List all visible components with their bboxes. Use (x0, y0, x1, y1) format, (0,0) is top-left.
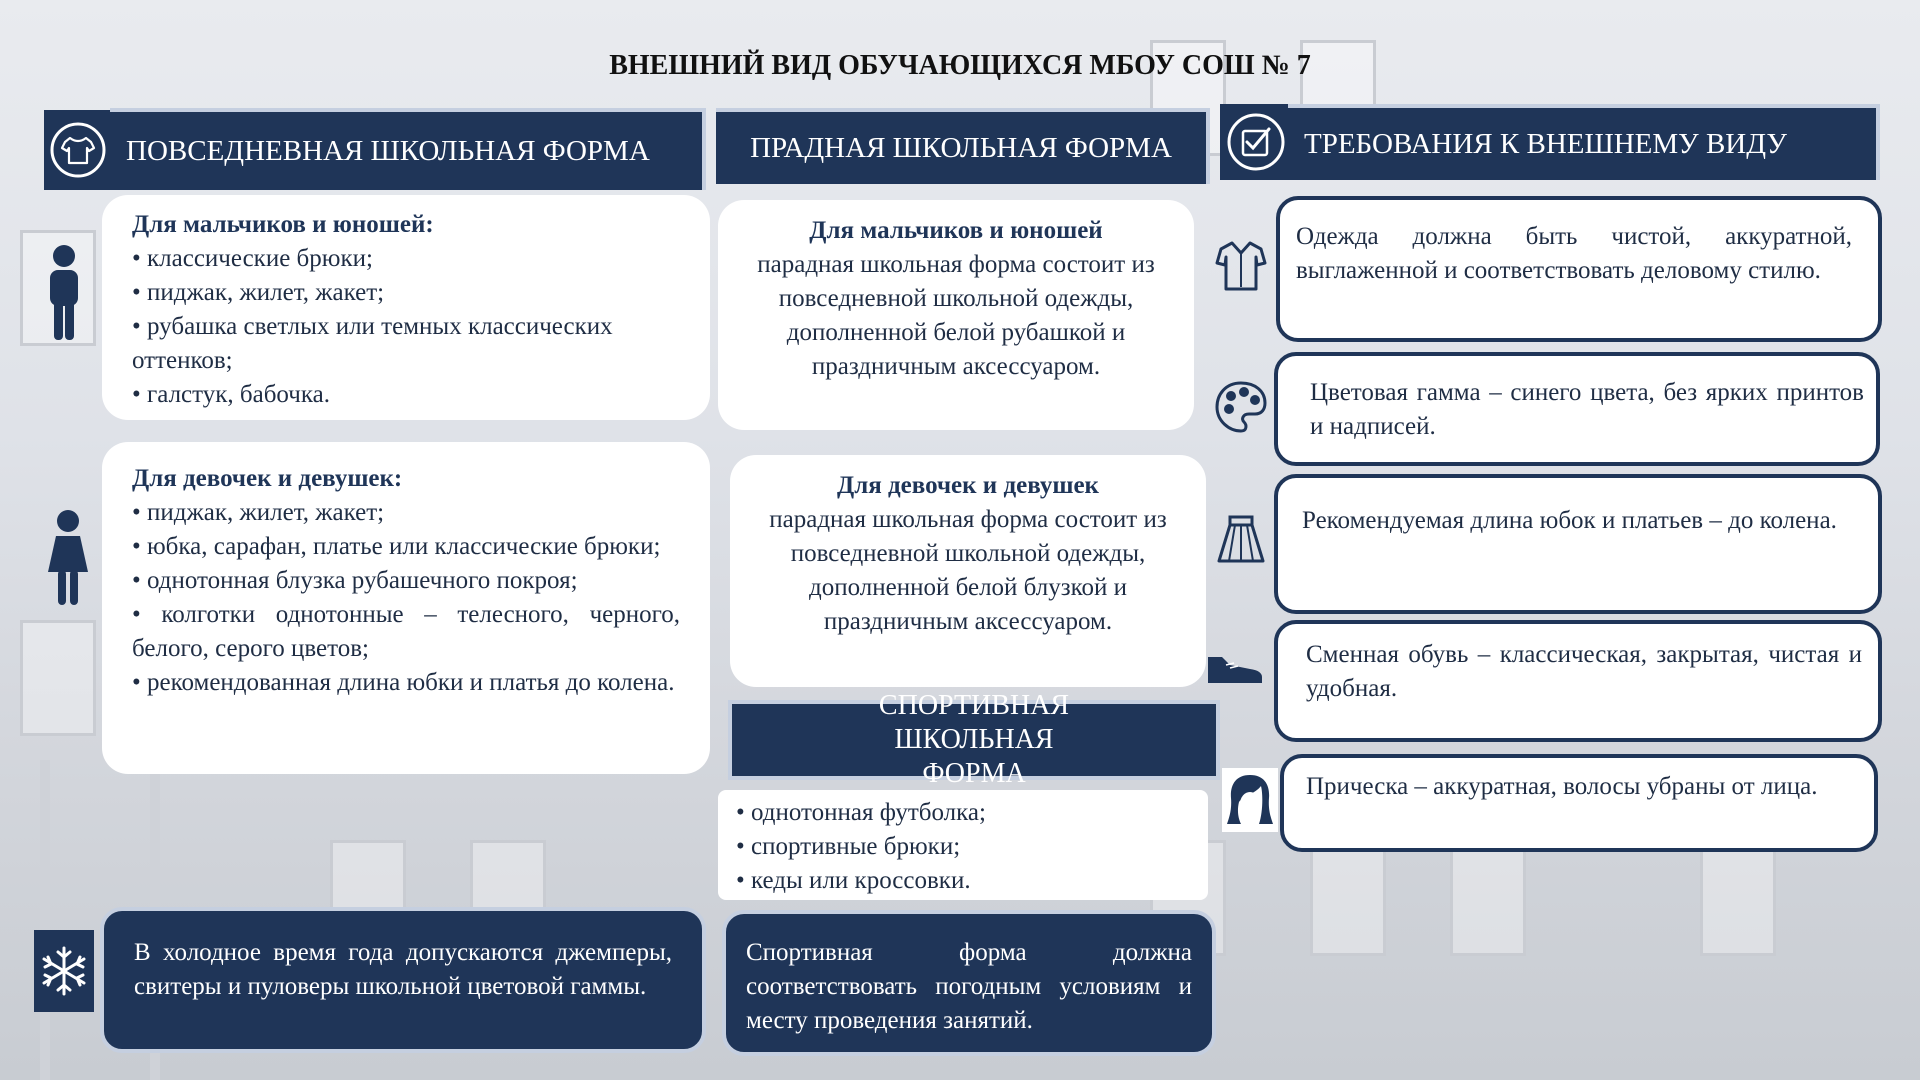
boy-icon (44, 245, 84, 340)
tshirt-badge (44, 110, 112, 190)
hair-icon (1222, 768, 1278, 832)
list-item: • спортивные брюки; (736, 833, 961, 860)
palette-icon (1212, 378, 1270, 436)
sport-uniform-list (736, 796, 1190, 898)
requirement-shoes: Сменная обувь – классическая, закрытая, чистая и удобная. (1274, 620, 1882, 742)
girls-everyday-title: Для девочек и девушек: (132, 465, 403, 492)
requirement-length: Рекомендуемая длина юбок и платьев – до колена. (1274, 474, 1882, 614)
shoe-icon (1204, 636, 1264, 694)
sport-uniform-card (718, 790, 1208, 900)
sport-uniform-header: СПОРТИВНАЯ ШКОЛЬНАЯ ФОРМА (728, 700, 1220, 780)
snowflake-icon (38, 945, 90, 997)
snowflake-badge (34, 930, 94, 1012)
requirement-hair: Прическа – аккуратная, волосы убраны от лица. (1280, 754, 1878, 852)
boys-everyday-card (102, 195, 710, 420)
boys-formal-title: Для мальчиков и юношей (809, 217, 1103, 244)
list-item: • однотонная футболка; (736, 799, 986, 826)
girls-formal-text: парадная школьная форма состоит из повседневной школьной одежды, дополненной белой блузкой и праздничным аксессуаром. (769, 506, 1167, 635)
requirements-header: ТРЕБОВАНИЯ К ВНЕШНЕМУ ВИДУ (1288, 104, 1880, 180)
girl-icon (46, 510, 90, 605)
list-item: • классические брюки; (132, 245, 373, 272)
girls-formal-card (730, 455, 1206, 687)
checklist-badge (1220, 104, 1292, 180)
list-item: • рубашка светлых или темных классических оттенков; (132, 313, 613, 374)
girls-everyday-list (132, 496, 680, 700)
list-item: • колготки однотонные – телесного, черного, белого, серого цветов; (132, 601, 680, 662)
list-item: • рекомендованная длина юбки и платья до колена. (132, 669, 675, 696)
list-item: • юбка, сарафан, платье или классические брюки; (132, 533, 661, 560)
shirt-icon (1212, 236, 1270, 294)
list-item: • однотонная блузка рубашечного покроя; (132, 567, 578, 594)
requirement-clothing: Одежда должна быть чистой, аккуратной, выглаженной и соответствовать деловому стилю. (1276, 196, 1882, 342)
winter-note: В холодное время года допускаются джемперы, свитеры и пуловеры школьной цветовой гаммы. (100, 907, 706, 1053)
tshirt-icon (48, 120, 108, 180)
boys-everyday-title: Для мальчиков и юношей: (132, 211, 434, 238)
list-item: • пиджак, жилет, жакет; (132, 279, 385, 306)
requirement-colors: Цветовая гамма – синего цвета, без ярких принтов и надписей. (1274, 352, 1880, 466)
everyday-uniform-header: ПОВСЕДНЕВНАЯ ШКОЛЬНАЯ ФОРМА (110, 108, 706, 190)
skirt-icon (1212, 510, 1270, 568)
girls-formal-title: Для девочек и девушек (837, 472, 1099, 499)
boys-formal-text: парадная школьная форма состоит из повседневной школьной одежды, дополненной белой рубашкой и праздничным аксессуаром. (757, 251, 1155, 380)
sport-note: Спортивная форма должна соответствовать погодным условиям и месту проведения занятий. (722, 910, 1216, 1056)
checkbox-icon (1225, 111, 1287, 173)
list-item: • пиджак, жилет, жакет; (132, 499, 385, 526)
list-item: • галстук, бабочка. (132, 381, 330, 408)
boys-everyday-list (132, 242, 680, 412)
girls-everyday-card (102, 442, 710, 774)
list-item: • кеды или кроссовки. (736, 867, 971, 894)
boys-formal-card (718, 200, 1194, 430)
formal-uniform-header: ПРАДНАЯ ШКОЛЬНАЯ ФОРМА (716, 108, 1210, 184)
page-title: ВНЕШНИЙ ВИД ОБУЧАЮЩИХСЯ МБОУ СОШ № 7 (609, 50, 1311, 81)
